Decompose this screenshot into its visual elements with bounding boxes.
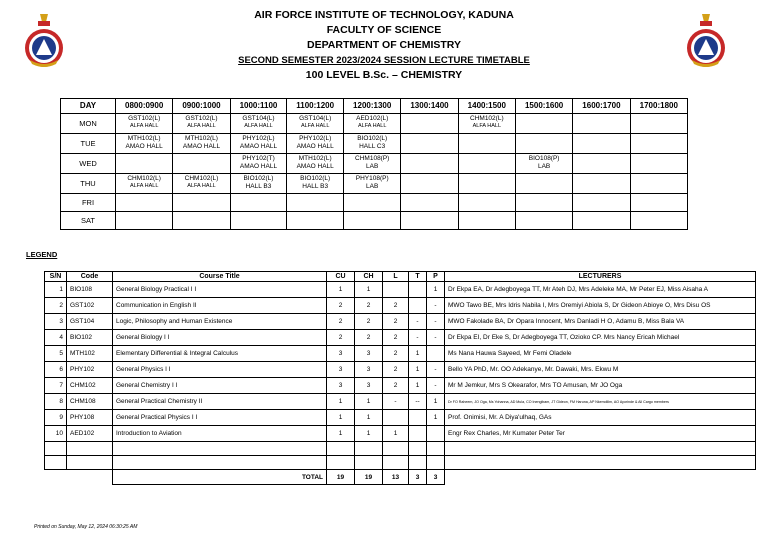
day-label: SAT [61,212,116,230]
class-slot: GST104(L) ALFA HALL [230,114,287,134]
day-label: THU [61,174,116,194]
class-slot: PHY102(T) AMAO HALL [230,154,287,174]
total-t: 3 [409,470,427,485]
total-l: 13 [383,470,409,485]
legend-table [44,271,756,485]
timetable-row-fri [61,194,688,212]
timetable-row-thu [61,174,688,194]
day-label: FRI [61,194,116,212]
institute-name: AIR FORCE INSTITUTE OF TECHNOLOGY, KADUNA [254,9,514,21]
col-header: S/N [45,272,67,282]
col-header: 1700:1800 [630,99,687,114]
session-title: SECOND SEMESTER 2023/2024 SESSION LECTURE TIMETABLE [238,55,530,66]
empty-slot [515,134,572,154]
empty-slot [573,174,630,194]
level-title: 100 LEVEL B.Sc. – CHEMISTRY [305,69,463,81]
class-slot: CHM102(L) ALFA HALL [458,114,515,134]
legend-header-row [45,272,756,282]
class-slot: BIO108(P) LAB [515,154,572,174]
empty-slot [401,154,458,174]
table-row: 9 PHY108 General Practical Physics I I 1 1 1 Prof. Onimisi, Mr. A Diya'ulhaq, GAs [45,410,756,426]
day-label: TUE [61,134,116,154]
empty-slot [458,174,515,194]
table-row: 1 BIO108 General Biology Practical I I 1 1 1 Dr Ekpa EA, Dr Adegboyega TT, Mr Ateh DJ, Mrs Adeleke MA, Mr Peter EJ, Miss Aisaha A [45,282,756,298]
empty-slot [116,154,173,174]
total-row [45,470,756,485]
class-slot: MTH102(L) AMAO HALL [173,134,230,154]
col-header: LECTURERS [445,272,756,282]
class-slot: GST102(L) ALFA HALL [116,114,173,134]
class-slot: GST104(L) ALFA HALL [287,114,344,134]
timetable-row-wed [61,154,688,174]
total-label: TOTAL [113,470,327,485]
empty-slot [401,134,458,154]
empty-slot [401,174,458,194]
col-header: 1100:1200 [287,99,344,114]
empty-slot [458,154,515,174]
table-row-empty [45,456,756,470]
table-row: 6 PHY102 General Physics I I 3 3 2 1 - Bello YA PhD, Mr. OO Adekanye, Mr. Dawaki, Mrs. Ekwu M [45,362,756,378]
empty-slot [630,154,687,174]
col-header: Course Title [113,272,327,282]
table-row: 7 CHM102 General Chemistry I I 3 3 2 1 - Mr M Jemkur, Mrs S Okearafor, Mrs TO Amusan, Mr JO Oga [45,378,756,394]
col-header: P [427,272,445,282]
class-slot: MTH102(L) AMAO HALL [116,134,173,154]
timetable-grid [60,98,688,230]
class-slot: CHM102(L) ALFA HALL [116,174,173,194]
col-header: 0800:0900 [116,99,173,114]
col-header: 1500:1600 [515,99,572,114]
table-row: 4 BIO102 General Biology I I 2 2 2 - - Dr Ekpa EI, Dr Eke S, Dr Adegboyega TT, Ozioko CP. Mrs Nancy Ericah Michael [45,330,756,346]
class-slot: BIO102(L) HALL B3 [287,174,344,194]
empty-slot [630,114,687,134]
class-slot: CHM108(P) LAB [344,154,401,174]
col-header: CH [355,272,383,282]
col-header: 1200:1300 [344,99,401,114]
empty-slot [401,114,458,134]
document-header [0,8,768,83]
table-row: 3 GST104 Logic, Philosophy and Human Existence 2 2 2 - - MWO Fakolade BA, Dr Opara Innocent, Mrs Danladi H O, Adamu B, Miss Bala VA [45,314,756,330]
col-header: Code [67,272,113,282]
timetable-row-mon [61,114,688,134]
empty-slot [630,174,687,194]
class-slot: CHM102(L) ALFA HALL [173,174,230,194]
empty-slot [573,134,630,154]
table-row: 5 MTH102 Elementary Differential & Integral Calculus 3 3 2 1 Ms Nana Hauwa Sayeed, Mr Femi Oladele [45,346,756,362]
table-row: 10 AED102 Introduction to Aviation 1 1 1 Engr Rex Charles, Mr Kumater Peter Ter [45,426,756,442]
col-header: T [409,272,427,282]
col-header: 1400:1500 [458,99,515,114]
class-slot: GST102(L) ALFA HALL [173,114,230,134]
col-header: DAY [61,99,116,114]
empty-slot [573,154,630,174]
timetable-row-sat [61,212,688,230]
col-header: CU [327,272,355,282]
timetable-row-tue [61,134,688,154]
legend-title: LEGEND [26,250,58,259]
class-slot: BIO102(L) HALL B3 [230,174,287,194]
table-row: 8 CHM108 General Practical Chemistry II 1 1 - -- 1 Dr FO Raheem, JO Oga, Ms Yohanna, AD Mula, CO Inengibam, JT Gideon, FM Haruna, AP Nkemdilim, AO Ayorinde & All Cargo members [45,394,756,410]
empty-slot [458,134,515,154]
col-header: 1300:1400 [401,99,458,114]
class-slot: PHY102(L) AMAO HALL [287,134,344,154]
department-name: DEPARTMENT OF CHEMISTRY [307,39,461,51]
day-label: MON [61,114,116,134]
class-slot: PHY108(P) LAB [344,174,401,194]
faculty-name: FACULTY OF SCIENCE [326,24,442,36]
empty-slot [173,154,230,174]
class-slot: MTH102(L) AMAO HALL [287,154,344,174]
class-slot: PHY102(L) AMAO HALL [230,134,287,154]
col-header: 1600:1700 [573,99,630,114]
total-cu: 19 [327,470,355,485]
timetable-header-row [61,99,688,114]
printed-timestamp: Printed on Sunday, May 12, 2024 06:30:25 AM [34,524,138,530]
total-ch: 19 [355,470,383,485]
empty-slot [515,114,572,134]
empty-slot [573,114,630,134]
table-row: 2 GST102 Communication in English II 2 2 2 - MWO Tawo BE, Mrs Idris Nabila I, Mrs Oremiyi Abiola S, Dr Gideon Abioye O, Mrs Disu OS [45,298,756,314]
col-header: L [383,272,409,282]
empty-slot [630,134,687,154]
day-label: WED [61,154,116,174]
col-header: 0900:1000 [173,99,230,114]
class-slot: BIO102(L) HALL C3 [344,134,401,154]
col-header: 1000:1100 [230,99,287,114]
total-p: 3 [427,470,445,485]
empty-slot [515,174,572,194]
class-slot: AED102(L) ALFA HALL [344,114,401,134]
table-row-empty [45,442,756,456]
